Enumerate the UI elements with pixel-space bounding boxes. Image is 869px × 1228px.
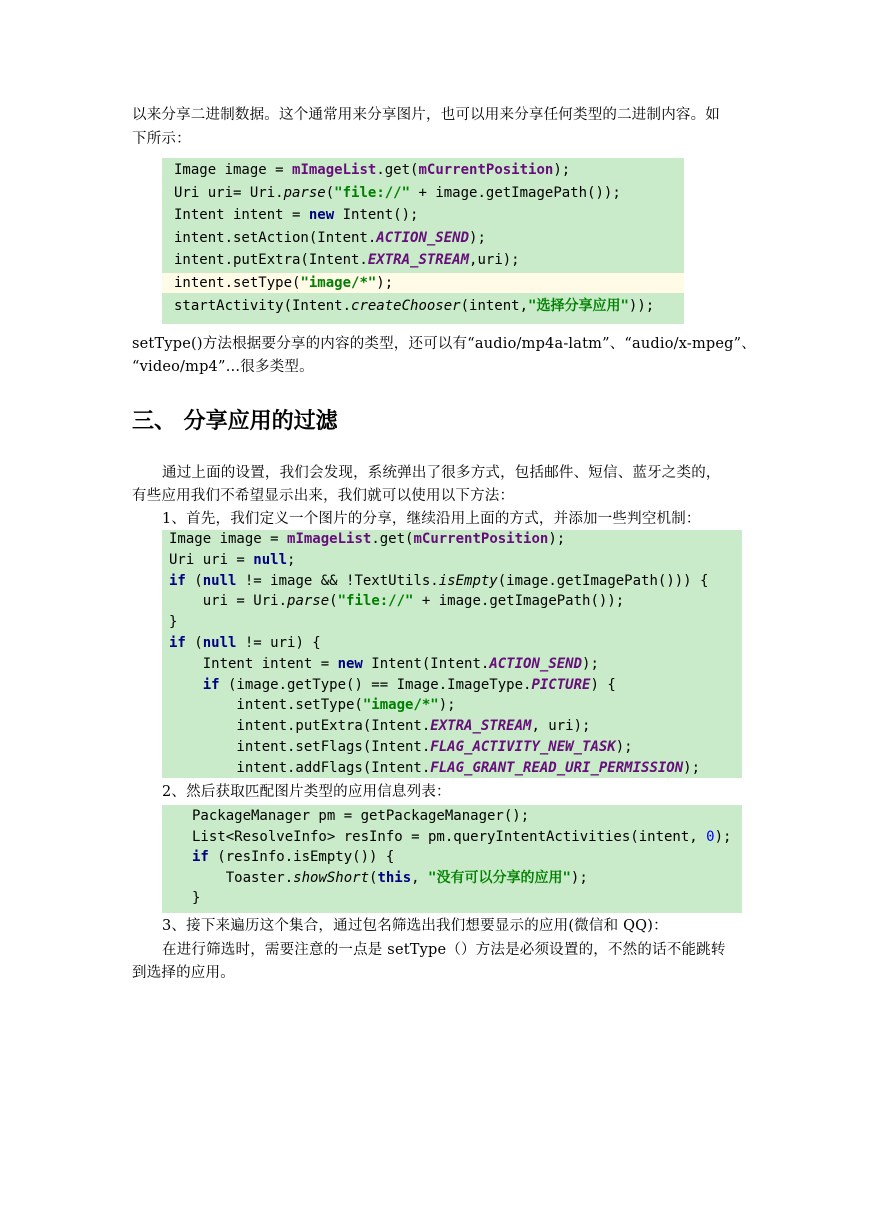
code-line: Toaster.showShort(this, "没有可以分享的应用"); (192, 869, 588, 886)
code-line: if (image.getType() == Image.ImageType.PICTURE) { (202, 676, 616, 693)
step-1-text: 1、首先，我们定义一个图片的分享，继续沿用上面的方式，并添加一些判空机制： (162, 511, 701, 527)
filter-paragraph-line-2: 有些应用我们不希望显示出来，我们就可以使用以下方法： (132, 488, 515, 504)
code-line: intent.addFlags(Intent.FLAG_GRANT_READ_URI_PERMISSION); (169, 759, 701, 776)
section-heading: 三、 分享应用的过滤 (132, 409, 338, 434)
code-line: if (null != uri) { (169, 635, 321, 651)
code-line: Image image = mImageList.get(mCurrentPosition); (174, 162, 571, 178)
settype-paragraph-line-1: setType()方法根据要分享的内容的类型，还可以有“audio/mp4a-latm”、“audio/x-mpeg”、 (132, 336, 756, 352)
code-line: PackageManager pm = getPackageManager(); (192, 808, 530, 824)
code-line: intent.putExtra(Intent.EXTRA_STREAM, uri); (169, 718, 591, 735)
step-3-text: 3、接下来遍历这个集合，通过包名筛选出我们想要显示的应用(微信和 QQ)： (162, 918, 668, 934)
code-line: intent.setType("image/*"); (169, 697, 456, 714)
code-line: startActivity(Intent.createChooser(intent,"选择分享应用")); (174, 297, 655, 314)
code-line: intent.setAction(Intent.ACTION_SEND); (174, 229, 486, 246)
code-line: List<ResolveInfo> resInfo = pm.queryIntentActivities(intent, 0); (192, 828, 732, 845)
code-line: } (192, 890, 201, 907)
code-line: Intent intent = new Intent(); (174, 207, 419, 224)
settype-paragraph-line-2: “video/mp4”…很多类型。 (132, 359, 314, 375)
note-paragraph-line-2: 到选择的应用。 (132, 965, 235, 981)
code-block-null-check (162, 530, 742, 778)
code-line: intent.setType("image/*"); (162, 273, 684, 293)
code-block-share-binary (162, 158, 684, 324)
code-block-package-manager (162, 805, 742, 913)
code-line: uri = Uri.parse("file://" + image.getImagePath()); (169, 593, 625, 610)
code-line: if (null != image && !TextUtils.isEmpty(image.getImagePath())) { (169, 572, 709, 589)
code-line: Uri uri= Uri.parse("file://" + image.getImagePath()); (174, 184, 621, 201)
code-line: Intent intent = new Intent(Intent.ACTION_SEND); (169, 655, 599, 672)
code-line: intent.setFlags(Intent.FLAG_ACTIVITY_NEW_TASK); (169, 739, 633, 755)
step-2-text: 2、然后获取匹配图片类型的应用信息列表： (162, 784, 451, 800)
intro-paragraph-line-2: 下所示： (132, 131, 191, 147)
intro-paragraph-line-1: 以来分享二进制数据。这个通常用来分享图片，也可以用来分享任何类型的二进制内容。如 (132, 107, 720, 123)
note-paragraph-line-1: 在进行筛选时，需要注意的一点是 setType（）方法是必须设置的，不然的话不能跳转 (162, 942, 726, 958)
code-line: } (169, 614, 178, 631)
filter-paragraph-line-1: 通过上面的设置，我们会发现，系统弹出了很多方式，包括邮件、短信、蓝牙之类的， (162, 465, 721, 481)
code-line: Uri uri = null; (169, 551, 296, 568)
code-line: intent.putExtra(Intent.EXTRA_STREAM,uri); (174, 252, 520, 269)
code-line: if (resInfo.isEmpty()) { (192, 849, 395, 866)
code-line: Image image = mImageList.get(mCurrentPosition); (169, 531, 566, 547)
